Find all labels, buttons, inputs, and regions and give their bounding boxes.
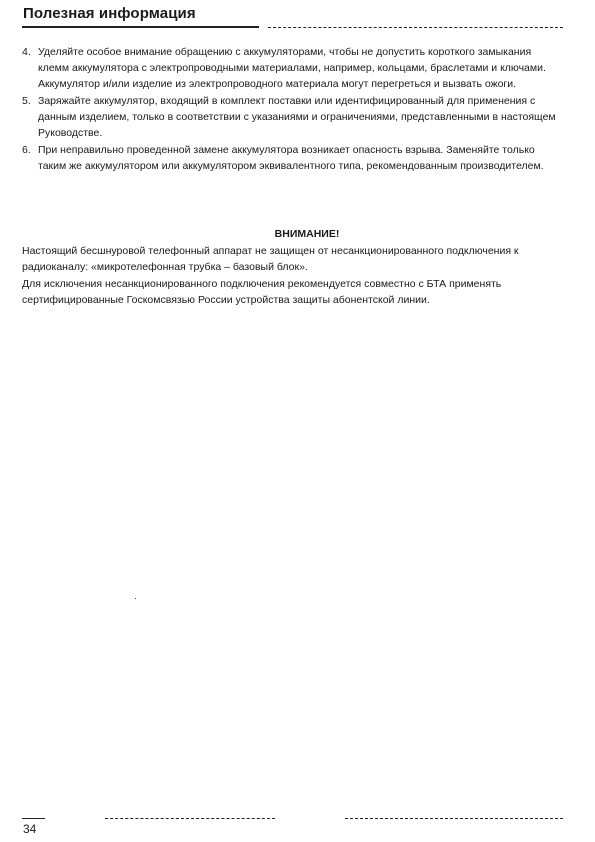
list-item-text: Заряжайте аккумулятор, входящий в комплект поставки или идентифицированный для применения с данным изделием, только в соответствии с указаниями и ограничениями, представленными в настоящем Руководстве. [38,95,556,139]
warning-paragraph: Для исключения несанкционированного подключения рекомендуется совместно с БТА применять сертифицированные Госкомсвязью России устройства защиты абонентской линии. [22,277,502,306]
header-rule [22,26,259,28]
warning-paragraph: Настоящий бесшнуровой телефонный аппарат не защищен от несанкционированного подключения к радиоканалу: «микротелефонная трубка – базовый блок». [22,244,519,273]
scan-speck [135,598,136,599]
safety-instructions-list [22,44,562,175]
footer-rule-dashed [105,818,275,819]
page-title: Полезная информация [23,5,196,22]
warning-title: ВНИМАНИЕ! [274,228,340,240]
page-number: 34 [23,822,37,836]
list-item-text: Уделяйте особое внимание обращению с аккумуляторами, чтобы не допустить короткого замыкания клемм аккумулятора с электропроводными материалами, например, кольцами, браслетами и ключами. Аккумулятор и/или изделие из электропроводного материала могут перегреться и вызвать ожоги. [38,46,546,90]
list-item-number: 4. [22,46,31,58]
list-item-text: При неправильно проведенной замене аккумулятора возникает опасность взрыва. Заменяйте только таким же аккумулятором или аккумулятором эквивалентного типа, рекомендованным производителем. [38,144,544,172]
footer-rule-dashed [345,818,563,819]
list-item-number: 6. [22,144,31,156]
list-item [22,44,562,92]
footer-rule [22,818,45,819]
list-item [22,142,562,174]
header-rule-dashed [268,27,563,28]
warning-section [22,226,562,309]
list-item-number: 5. [22,95,31,107]
list-item [22,93,562,141]
